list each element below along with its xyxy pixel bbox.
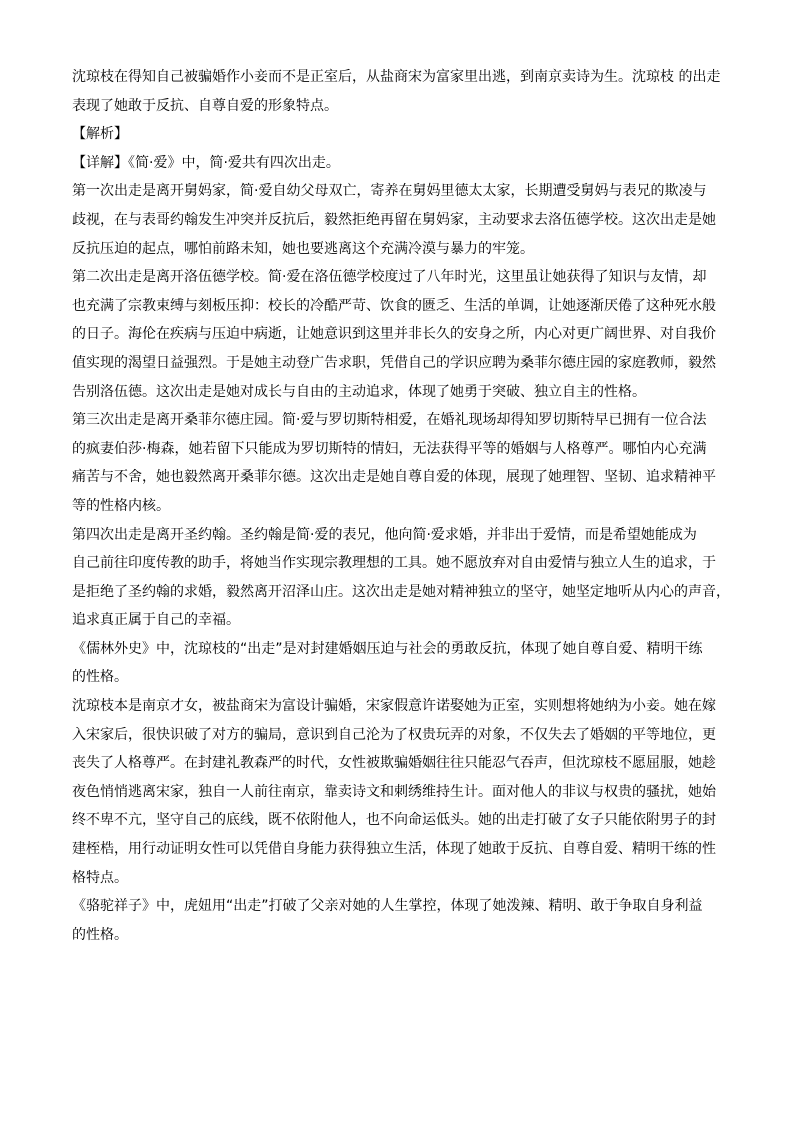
text-line: 入宋家后，很快识破了对方的骗局，意识到自己沦为了权贵玩弄的对象，不仅失去了婚姻的平等地位，更: [72, 726, 716, 743]
text-line: 追求真正属于自己的幸福。: [72, 612, 240, 629]
text-line: 《骆驼祥子》中，虎妞用“出走”打破了父亲对她的人生掌控，体现了她泼辣、精明、敢于争取自身利益: [72, 898, 703, 915]
text-line: 是拒绝了圣约翰的求婚，毅然离开沼泽山庄。这次出走是她对精神独立的坚守，她坚定地听从内心的声音，: [72, 583, 730, 600]
text-line: 告别洛伍德。这次出走是她对成长与自由的主动追求，体现了她勇于突破、独立自主的性格。: [72, 383, 646, 400]
text-line: 痛苦与不舍，她也毅然离开桑菲尔德。这次出走是她自尊自爱的体现，展现了她理智、坚韧、追求精神平: [72, 469, 716, 486]
text-line: 第一次出走是离开舅妈家，简·爱自幼父母双亡，寄养在舅妈里德太太家，长期遭受舅妈与表兄的欺凌与: [72, 183, 707, 200]
text-line: 值实现的渴望日益强烈。于是她主动登广告求职，凭借自己的学识应聘为桑菲尔德庄园的家庭教师，毅然: [72, 354, 716, 371]
text-line: 第三次出走是离开桑菲尔德庄园。简·爱与罗切斯特相爱，在婚礼现场却得知罗切斯特早已拥有一位合法: [72, 412, 707, 429]
text-line: 也充满了宗教束缚与刻板压抑：校长的冷酷严苛、饮食的匮乏、生活的单调，让她逐渐厌倦了这种死水般: [72, 297, 716, 314]
text-line: 的疯妻伯莎·梅森，她若留下只能成为罗切斯特的情妇，无法获得平等的婚姻与人格尊严。哪怕内心充满: [72, 440, 707, 457]
text-line: 第四次出走是离开圣约翰。圣约翰是简·爱的表兄，他向简·爱求婚，并非出于爱情，而是希望她能成为: [72, 526, 697, 543]
text-line: 等的性格内核。: [72, 497, 170, 514]
text-line: 第二次出走是离开洛伍德学校。简·爱在洛伍德学校度过了八年时光，这里虽让她获得了知识与友情，却: [72, 269, 707, 286]
text-line: 歧视，在与表哥约翰发生冲突并反抗后，毅然拒绝再留在舅妈家，主动要求去洛伍德学校。这次出走是她: [72, 211, 716, 228]
text-line: 沈琼枝在得知自己被骗婚作小妾而不是正室后，从盐商宋为富家里出逃，到南京卖诗为生。沈琼枝 的出走: [72, 69, 721, 85]
text-line: 丧失了人格尊严。在封建礼教森严的时代，女性被欺骗婚姻往往只能忍气吞声，但沈琼枝不愿屈服，她趁: [72, 755, 716, 772]
text-line: 【详解】《简·爱》中，简·爱共有四次出走。: [72, 154, 340, 171]
document-body: [72, 63, 732, 949]
text-line: 的性格。: [72, 669, 128, 686]
text-line: 终不卑不亢，坚守自己的底线，既不依附他人，也不向命运低头。她的出走打破了女子只能依附男子的封: [72, 812, 716, 829]
text-line: 的日子。海伦在疾病与压迫中病逝，让她意识到这里并非长久的安身之所，内心对更广阔世界、对自我价: [72, 326, 716, 343]
text-line: 建桎梏，用行动证明女性可以凭借自身能力获得独立生活，体现了她敢于反抗、自尊自爱、精明干练的性: [72, 841, 716, 858]
text-line: 表现了她敢于反抗、自尊自爱的形象特点。: [72, 97, 338, 114]
text-line: 沈琼枝本是南京才女，被盐商宋为富设计骗婚，宋家假意许诺娶她为正室，实则想将她纳为小妾。她在嫁: [72, 698, 716, 715]
text-line: 《儒林外史》中，沈琼枝的“出走”是对封建婚姻压迫与社会的勇敢反抗，体现了她自尊自爱、精明干练: [72, 640, 703, 657]
text-line: 反抗压迫的起点，哪怕前路未知，她也要逃离这个充满冷漠与暴力的牢笼。: [72, 240, 534, 257]
section-heading-analysis: 【解析】: [72, 126, 128, 143]
text-line: 的性格。: [72, 926, 128, 943]
text-line: 格特点。: [72, 869, 128, 886]
text-line: 自己前往印度传教的助手，将她当作实现宗教理想的工具。她不愿放弃对自由爱情与独立人生的追求，于: [72, 555, 716, 572]
text-line: 夜色悄悄逃离宋家，独自一人前往南京，靠卖诗文和刺绣维持生计。面对他人的非议与权贵的骚扰，她始: [72, 783, 716, 800]
